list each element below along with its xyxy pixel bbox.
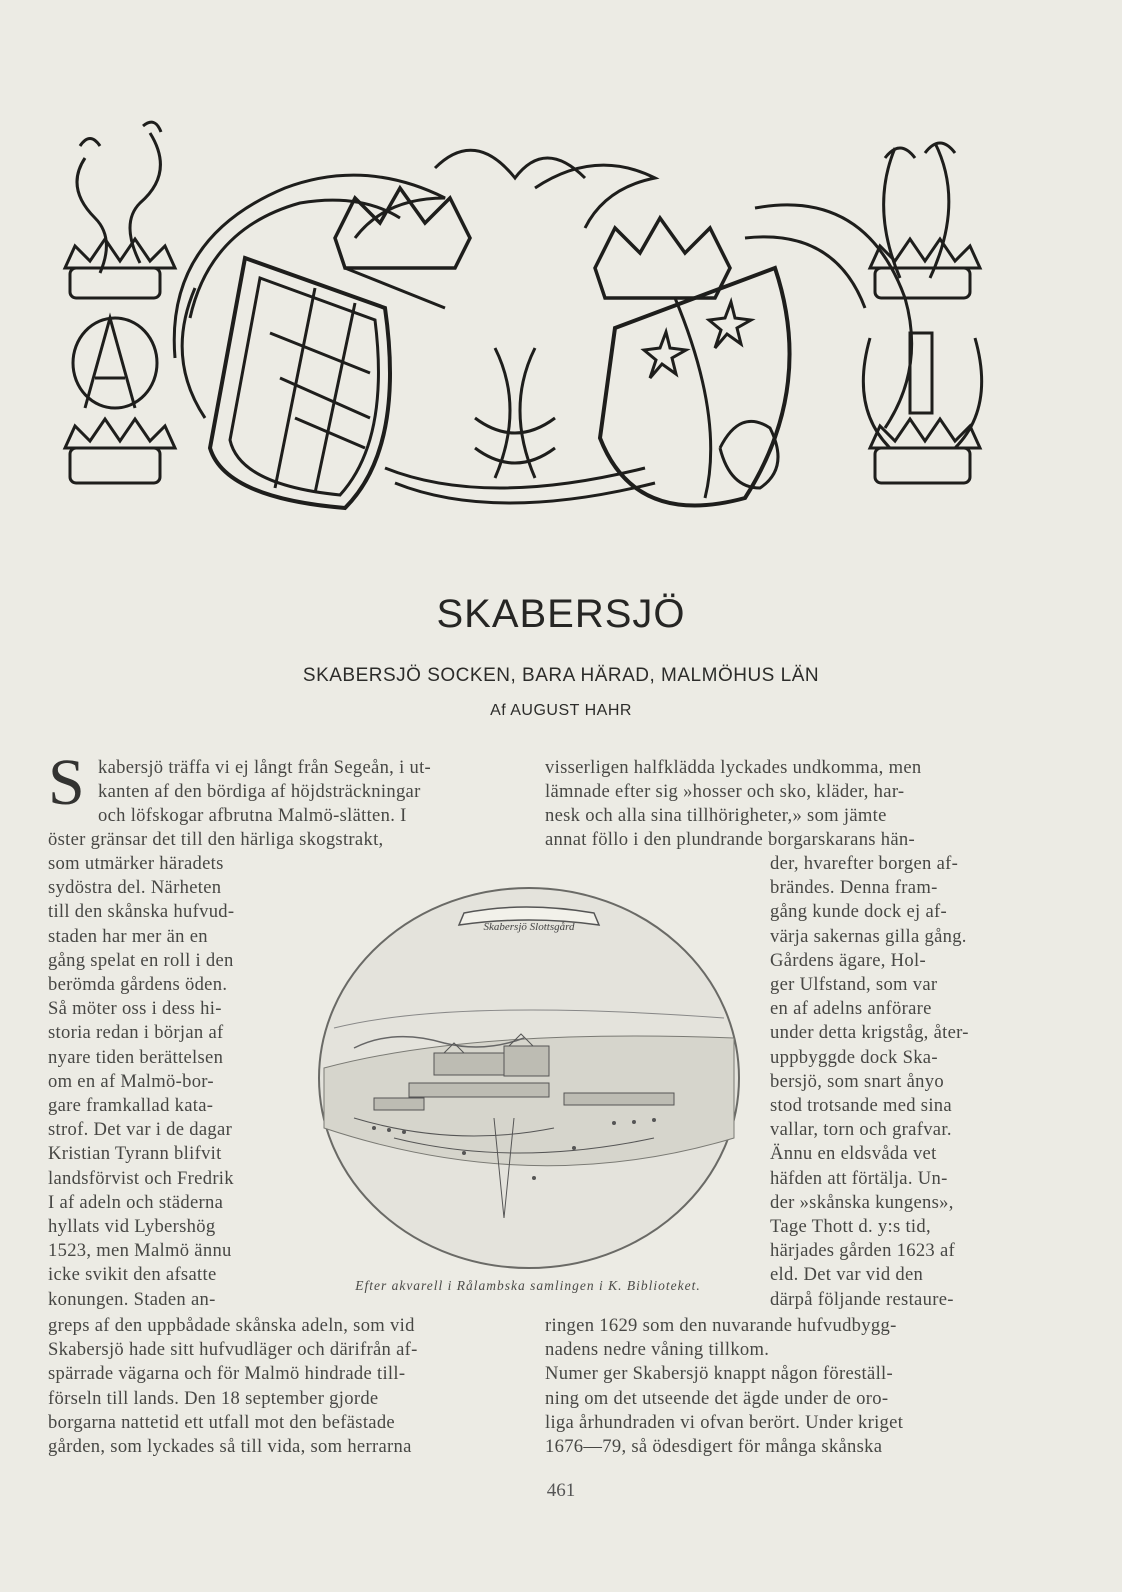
body-line: spärrade vägarna och för Malmö hindrade till-	[48, 1363, 406, 1385]
body-line: sydöstra del. Närheten	[48, 877, 222, 899]
body-line: brändes. Denna fram-	[770, 877, 938, 899]
body-line: der, hvarefter borgen af-	[770, 853, 959, 874]
body-line: Gårdens ägare, Hol-	[770, 949, 926, 971]
body-line: och löfskogar afbrutna Malmö-slätten. I	[98, 805, 407, 826]
body-line: ringen 1629 som den nuvarande hufvudbygg-	[545, 1315, 897, 1336]
body-line: visserligen halfklädda lyckades undkomma, men	[545, 757, 922, 778]
body-line: annat föllo i den plundrande borgarskarans hän-	[545, 829, 916, 850]
body-line: till den skånska hufvud-	[48, 901, 235, 923]
body-line: borgarna nattetid ett utfall mot den befästade	[48, 1411, 395, 1433]
body-line: kanten af den bördiga af höjdsträckningar	[98, 781, 421, 802]
body-line: landsförvist och Fredrik	[48, 1167, 234, 1189]
body-line: gare framkallad kata-	[48, 1095, 214, 1116]
body-line: staden har mer än en	[48, 925, 208, 947]
body-line: stod trotsande med sina	[770, 1095, 952, 1116]
author-line: Af AUGUST HAHR	[490, 702, 632, 719]
body-line: icke svikit den afsatte	[48, 1264, 217, 1286]
body-line: der »skånska kungens»,	[770, 1191, 954, 1213]
body-line: bersjö, som snart ånyo	[770, 1070, 944, 1092]
body-line: uppbyggde dock Ska-	[770, 1046, 938, 1068]
page-title: SKABERSJÖ	[436, 592, 686, 636]
page-number: 461	[546, 1480, 576, 1501]
body-line: eld. Det var vid den	[770, 1264, 924, 1286]
body-line: nyare tiden berättelsen	[48, 1046, 224, 1068]
body-line: häfden att förtälja. Un-	[770, 1167, 948, 1189]
body-line: liga århundraden vi ofvan berört. Under kriget	[545, 1411, 904, 1433]
body-line: gården, som lyckades så till vida, som herrarna	[48, 1436, 412, 1457]
body-line: lämnade efter sig »hosser och sko, kläder, har-	[545, 781, 905, 802]
body-line: nadens nedre våning tillkom.	[545, 1339, 770, 1361]
body-line: värja sakernas gilla gång.	[770, 925, 967, 947]
body-line: vallar, torn och grafvar.	[770, 1119, 952, 1141]
body-line: konungen. Staden an-	[48, 1288, 216, 1310]
drop-cap: S	[48, 746, 85, 819]
body-line: Så möter oss i dess hi-	[48, 998, 222, 1020]
body-line: greps af den uppbådade skånska adeln, som vid	[48, 1315, 415, 1336]
body-line: 1676—79, så ödesdigert för många skånska	[545, 1436, 883, 1457]
body-line: ger Ulfstand, som var	[770, 974, 938, 995]
body-line: I af adeln och städerna	[48, 1191, 224, 1213]
body-line: hyllats vid Lybershög	[48, 1216, 216, 1237]
body-line: Skabersjö hade sitt hufvudläger och därifrån af-	[48, 1339, 418, 1361]
illustration-caption: Efter akvarell i Rålambska samlingen i K. Biblioteket.	[355, 1278, 701, 1293]
body-line: som utmärker häradets	[48, 853, 224, 874]
body-line: gång kunde dock ej af-	[770, 901, 947, 923]
body-line: öster gränsar det till den härliga skogstrakt,	[48, 829, 384, 850]
body-line: Numer ger Skabersjö knappt någon föreställ-	[545, 1363, 894, 1385]
heraldic-banner-icon	[55, 118, 1015, 518]
page-subtitle: SKABERSJÖ SOCKEN, BARA HÄRAD, MALMÖHUS LÄN	[302, 665, 820, 686]
body-line: om en af Malmö-bor-	[48, 1070, 214, 1092]
body-line: härjades gården 1623 af	[770, 1240, 956, 1262]
body-line: kabersjö träffa vi ej långt från Segeån, i ut-	[98, 757, 432, 778]
body-line: en af adelns anförare	[770, 998, 932, 1020]
illustration-inscription: Skabersjö Slottsgård	[483, 921, 575, 933]
body-line: därpå följande restaure-	[770, 1288, 954, 1310]
estate-illustration	[314, 878, 744, 1278]
body-line: gång spelat en roll i den	[48, 949, 234, 971]
body-line: ning om det utseende det ägde under de oro-	[545, 1387, 889, 1409]
body-line: nesk och alla sina tillhörigheter,» som jämte	[545, 805, 887, 826]
body-line: strof. Det var i de dagar	[48, 1119, 233, 1141]
body-line: storia redan i början af	[48, 1022, 224, 1044]
body-line: 1523, men Malmö ännu	[48, 1240, 232, 1262]
body-line: berömda gårdens öden.	[48, 974, 228, 995]
body-line: Ännu en eldsvåda vet	[770, 1143, 937, 1165]
body-line: Kristian Tyrann blifvit	[48, 1143, 222, 1165]
body-line: under detta krigståg, åter-	[770, 1022, 969, 1044]
body-line: förseln till lands. Den 18 september gjorde	[48, 1387, 379, 1409]
body-line: Tage Thott d. y:s tid,	[770, 1216, 931, 1237]
